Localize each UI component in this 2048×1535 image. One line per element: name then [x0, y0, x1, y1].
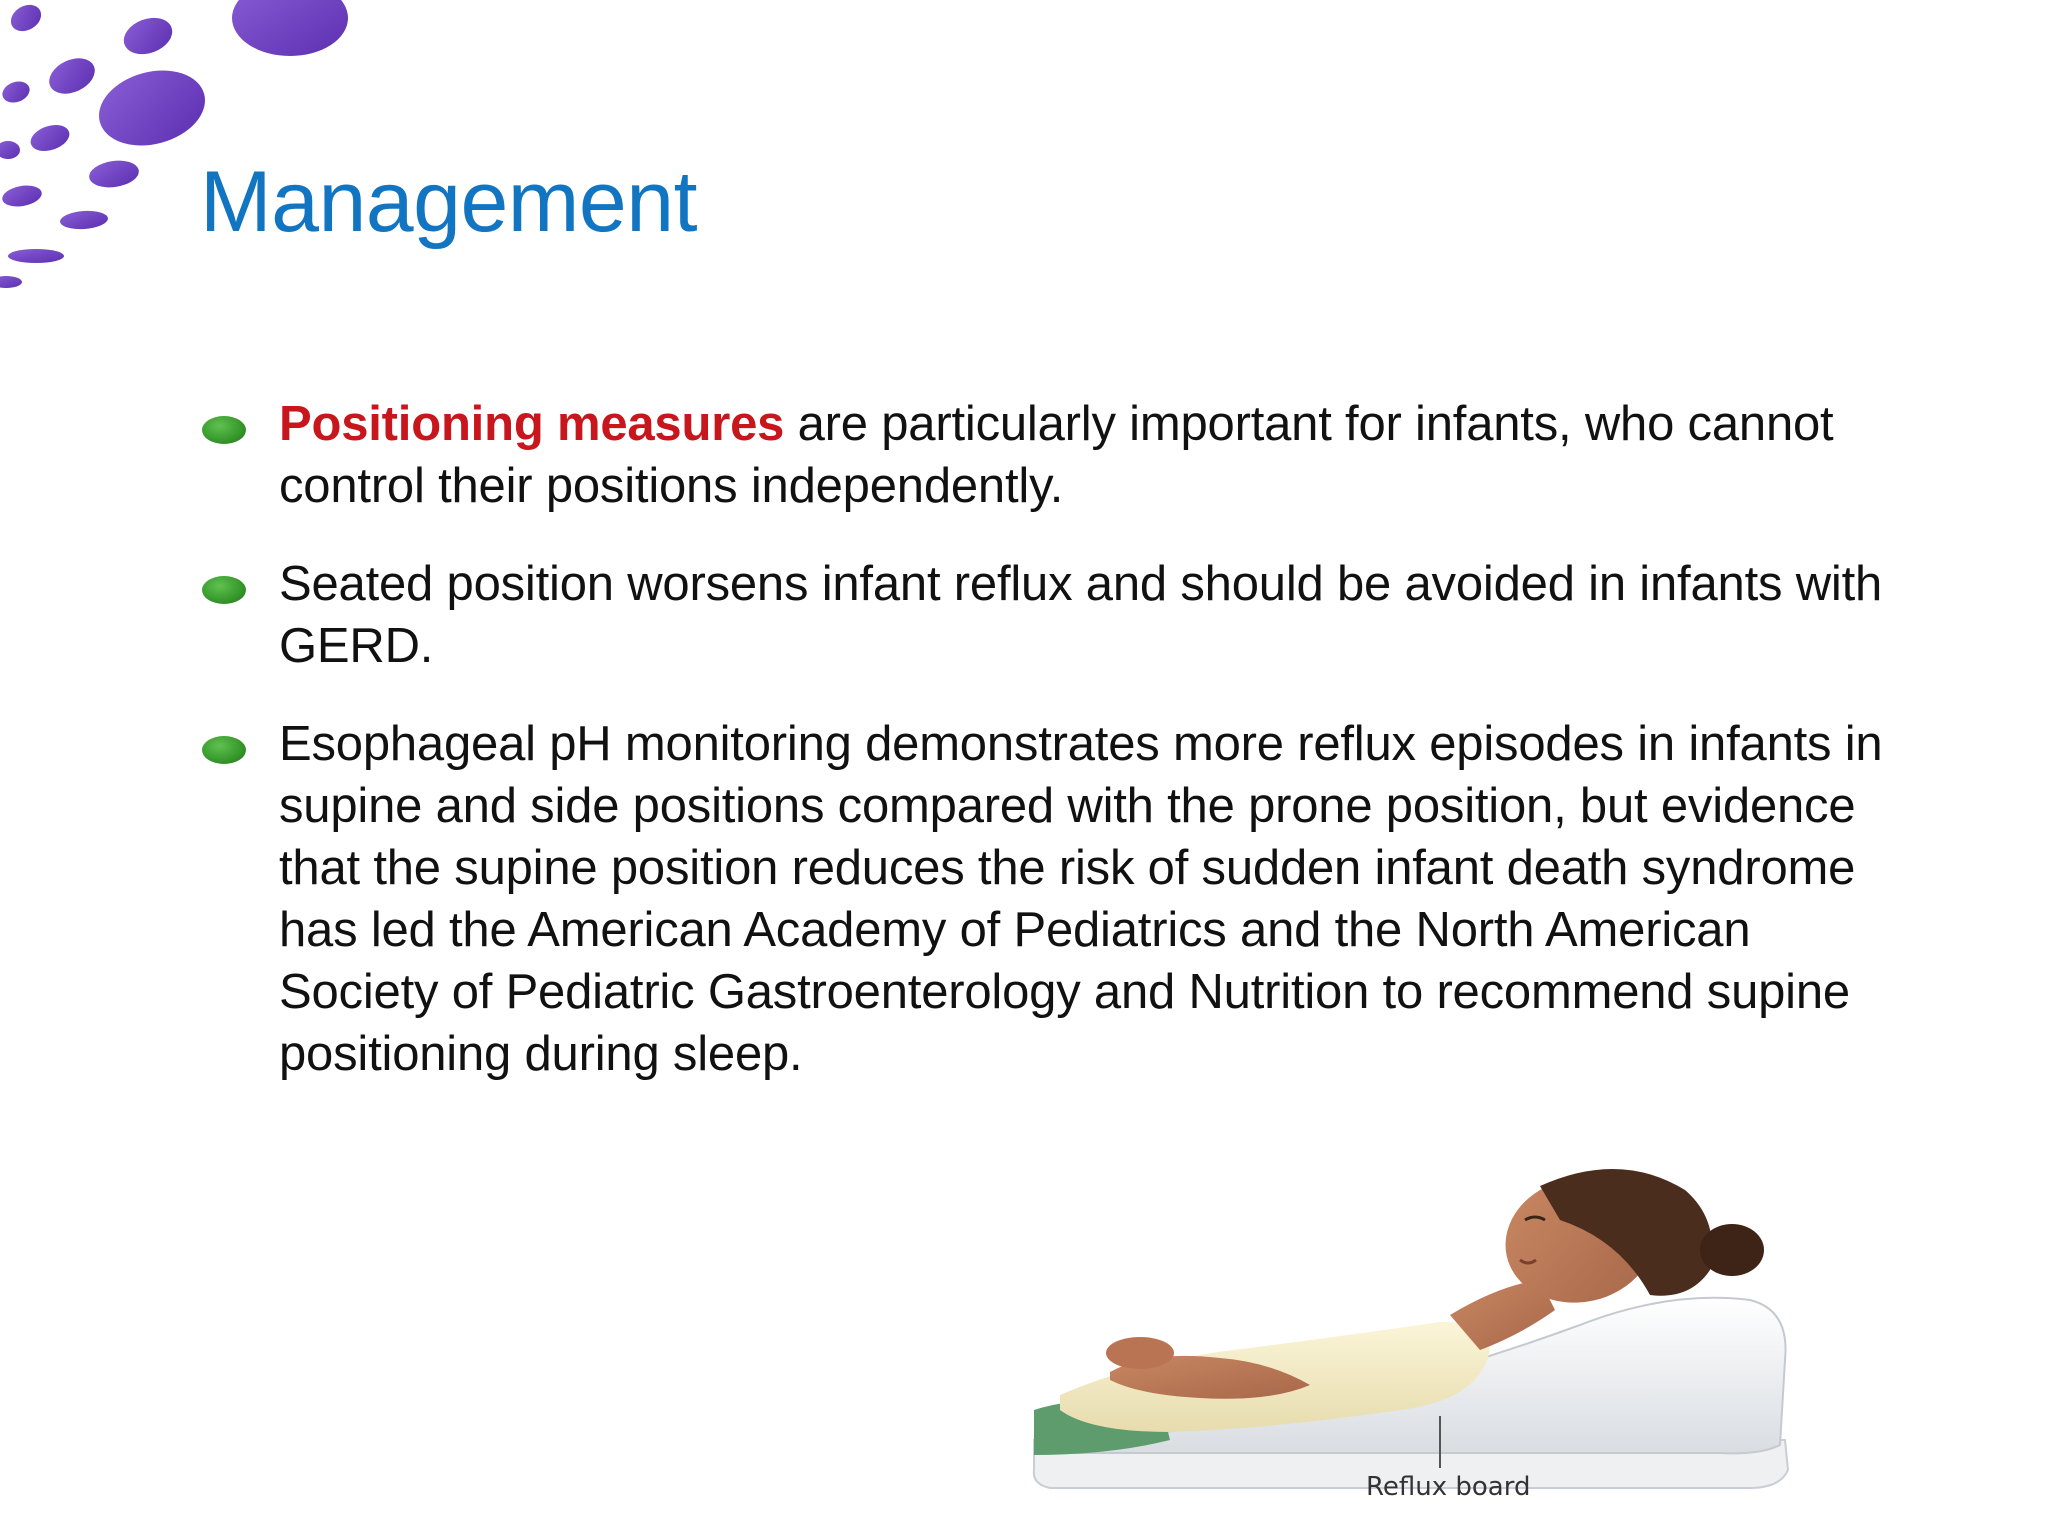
bullet-text: are particularly important for infants, who cannot control their positions independently. — [279, 397, 1834, 513]
bullet-list — [200, 393, 1900, 1121]
dot-11 — [1, 183, 44, 210]
bullet-text: Esophageal pH monitoring demonstrates more reflux episodes in infants in supine and side positions compared with the prone position, but evidence that the supine position reduces the risk of sudden infant death syndrome has led the American Academy of Pediatrics and the North American Society of Pediatric Gastroenterology and Nutrition to recommend supine positioning during sleep. — [279, 717, 1883, 1081]
decorative-dots — [0, 0, 360, 300]
bullet-item-ph-monitoring — [200, 713, 1900, 1085]
bullet-item-positioning — [200, 393, 1900, 517]
bullet-marker-icon — [202, 416, 246, 444]
figure-label: Reflux board — [1366, 1472, 1531, 1502]
dot-10 — [59, 209, 108, 230]
bullet-emphasis: Positioning measures — [279, 397, 785, 451]
dot-7 — [87, 158, 140, 191]
child-hand — [1106, 1337, 1174, 1369]
bullet-marker-icon — [202, 576, 246, 604]
dot-2 — [119, 11, 178, 60]
slide-title: Management — [200, 154, 697, 250]
dot-6 — [0, 78, 33, 106]
dot-9 — [0, 141, 20, 159]
bullet-item-seated — [200, 553, 1900, 677]
dot-4 — [91, 59, 214, 156]
bullet-text: Seated position worsens infant reflux and should be avoided in infants with GERD. — [279, 557, 1883, 673]
dot-8 — [27, 120, 72, 155]
dot-12 — [8, 249, 64, 263]
dot-1 — [232, 0, 348, 56]
hair-bun — [1700, 1224, 1764, 1276]
dot-3 — [6, 0, 46, 36]
dot-5 — [43, 51, 100, 100]
bullet-marker-icon — [202, 736, 246, 764]
reflux-board-illustration — [1020, 1110, 1800, 1520]
dot-13 — [0, 276, 22, 288]
